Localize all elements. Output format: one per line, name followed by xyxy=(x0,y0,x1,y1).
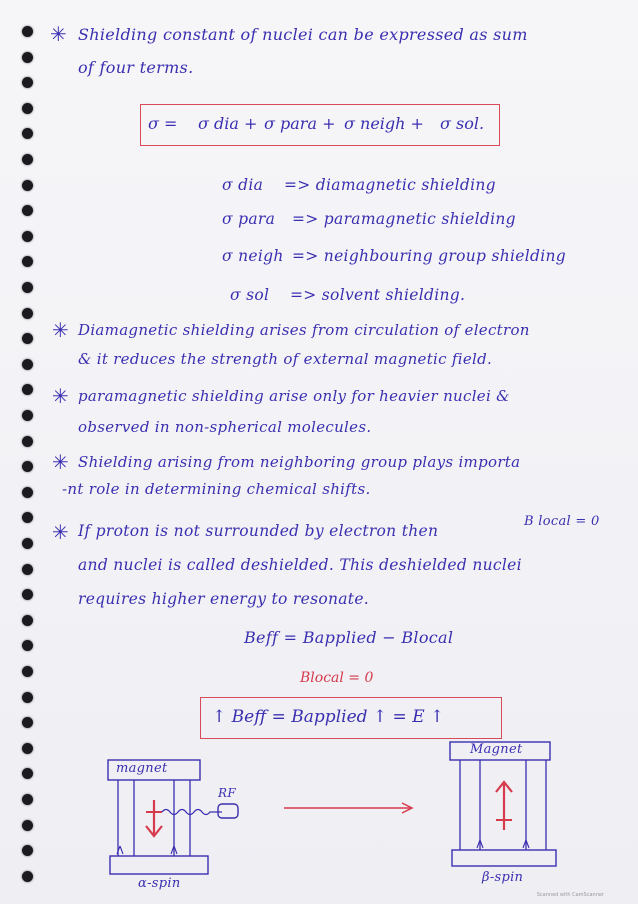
bullet-star-icon: ✳ xyxy=(52,450,69,474)
term-desc-para: => paramagnetic shielding xyxy=(292,210,516,228)
formula-term-neigh: σ neigh + xyxy=(344,114,424,133)
term-desc-neigh: => neighbouring group shielding xyxy=(292,247,566,265)
formula-term-dia: σ dia + xyxy=(198,114,258,133)
transition-arrow xyxy=(284,803,412,813)
point-2-line-1: paramagnetic shielding arise only for heavier nuclei & xyxy=(78,387,510,405)
scanner-watermark: Scanned with CamScanner xyxy=(536,892,604,898)
formula-term-sol: σ sol. xyxy=(440,114,485,133)
point-2-line-2: observed in non-spherical molecules. xyxy=(78,418,372,436)
point-3-line-1: Shielding arising from neighboring group plays importa xyxy=(78,453,521,471)
deshield-line-2: and nuclei is called deshielded. This deshielded nuclei xyxy=(78,556,522,574)
bullet-star-icon: ✳ xyxy=(52,520,69,544)
blocal-zero-note: Blocal = 0 xyxy=(300,670,374,686)
point-1-line-2: & it reduces the strength of external magnetic field. xyxy=(78,350,493,368)
right-magnet-diagram xyxy=(450,742,556,866)
rf-label: RF xyxy=(218,786,236,800)
formula-term-para: σ para + xyxy=(264,114,336,133)
left-magnet-diagram xyxy=(108,760,238,874)
deshield-blocal-zero: B local = 0 xyxy=(524,514,600,529)
term-symbol-dia: σ dia xyxy=(222,176,264,194)
formula-sigma: σ = xyxy=(148,114,178,133)
beta-spin-label: β-spin xyxy=(482,870,524,885)
alpha-spin-label: α-spin xyxy=(138,876,181,891)
intro-line-1: Shielding constant of nuclei can be expressed as sum xyxy=(78,25,528,44)
term-desc-sol: => solvent shielding. xyxy=(290,286,466,304)
deshield-line-1: If proton is not surrounded by electron then xyxy=(78,522,439,540)
bullet-star-icon: ✳ xyxy=(52,384,69,408)
deshield-line-3: requires higher energy to resonate. xyxy=(78,590,370,608)
boxed-equation: ↑ Beff = Bapplied ↑ = E ↑ xyxy=(212,707,445,727)
term-symbol-para: σ para xyxy=(222,210,276,228)
term-symbol-sol: σ sol xyxy=(230,286,270,304)
left-magnet-label: magnet xyxy=(116,761,168,776)
intro-line-2: of four terms. xyxy=(78,58,194,77)
term-symbol-neigh: σ neigh xyxy=(222,247,284,265)
term-desc-dia: => diamagnetic shielding xyxy=(284,176,496,194)
point-3-line-2: -nt role in determining chemical shifts. xyxy=(62,480,371,498)
right-magnet-label: Magnet xyxy=(470,742,523,757)
bullet-star-icon: ✳ xyxy=(52,318,69,342)
point-1-line-1: Diamagnetic shielding arises from circulation of electron xyxy=(78,321,530,339)
bullet-star-icon: ✳ xyxy=(50,22,67,46)
beff-equation: Beff = Bapplied − Blocal xyxy=(244,628,454,647)
